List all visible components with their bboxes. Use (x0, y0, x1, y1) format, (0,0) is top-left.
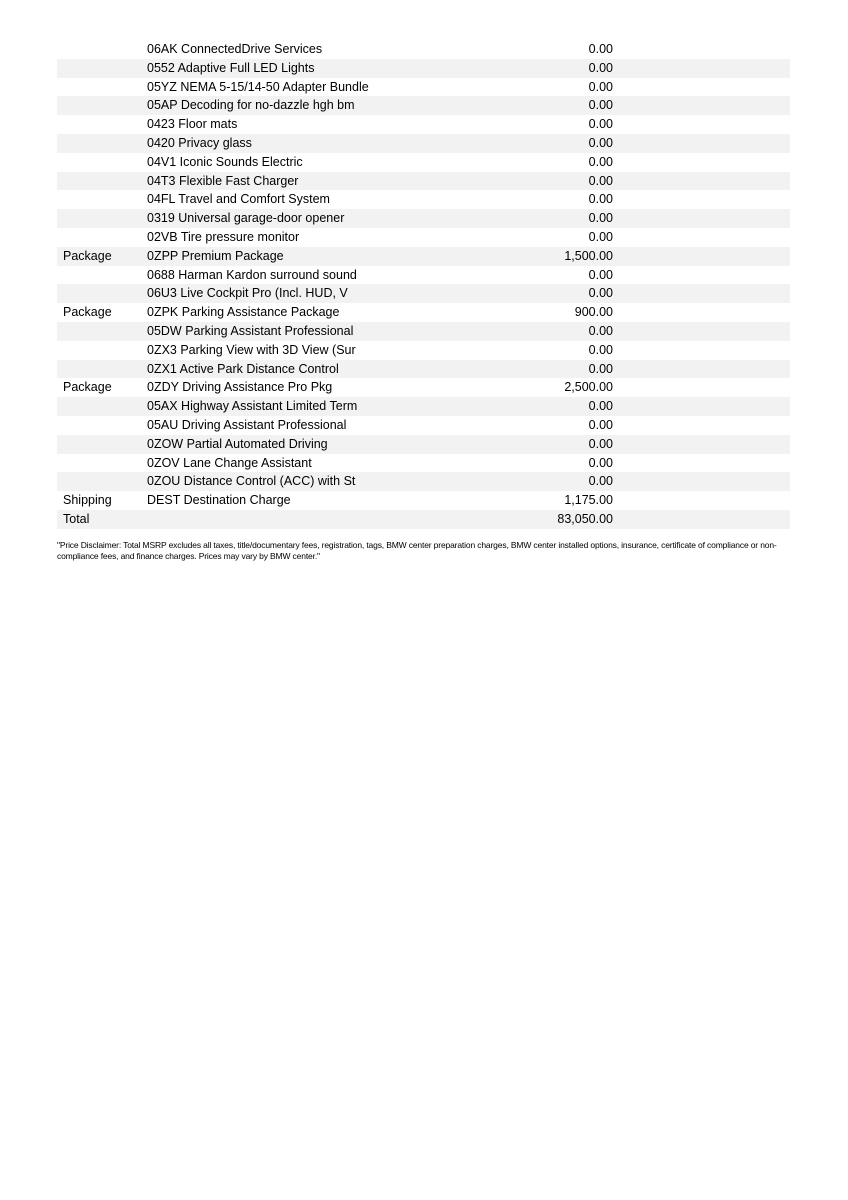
table-row (57, 397, 790, 416)
row-description: 0ZOW Partial Automated Driving (147, 436, 328, 451)
row-description: 05YZ NEMA 5-15/14-50 Adapter Bundle (147, 79, 369, 94)
row-price: 0.00 (588, 60, 613, 75)
table-row (57, 303, 790, 322)
row-price: 0.00 (588, 436, 613, 451)
table-row (57, 416, 790, 435)
table-row (57, 322, 790, 341)
row-category: Package (63, 380, 112, 395)
table-row (57, 454, 790, 473)
table-row (57, 228, 790, 247)
row-price: 0.00 (588, 79, 613, 94)
row-description: 0ZOV Lane Change Assistant (147, 455, 312, 470)
row-description: 05AU Driving Assistant Professional (147, 417, 347, 432)
table-row (57, 491, 790, 510)
row-description: 05DW Parking Assistant Professional (147, 323, 354, 338)
row-description: 0ZPP Premium Package (147, 248, 284, 263)
row-price: 0.00 (588, 361, 613, 376)
table-row (57, 266, 790, 285)
table-row (57, 341, 790, 360)
row-price: 0.00 (588, 135, 613, 150)
row-price: 2,500.00 (564, 380, 613, 395)
table-row (57, 378, 790, 397)
row-description: 0319 Universal garage-door opener (147, 211, 345, 226)
row-category: Package (63, 248, 112, 263)
row-price: 0.00 (588, 192, 613, 207)
row-description: 06U3 Live Cockpit Pro (Incl. HUD, V (147, 286, 348, 301)
row-description: 04FL Travel and Comfort System (147, 192, 330, 207)
row-category: Shipping (63, 493, 112, 508)
row-price: 0.00 (588, 267, 613, 282)
table-row (57, 59, 790, 78)
row-price: 0.00 (588, 417, 613, 432)
row-price: 0.00 (588, 455, 613, 470)
table-row (57, 96, 790, 115)
table-row (57, 247, 790, 266)
row-price: 0.00 (588, 211, 613, 226)
row-description: 02VB Tire pressure monitor (147, 229, 300, 244)
table-row (57, 510, 790, 529)
table-row (57, 360, 790, 379)
row-price: 900.00 (574, 305, 613, 320)
row-price: 1,500.00 (564, 248, 613, 263)
row-description: 0688 Harman Kardon surround sound (147, 267, 357, 282)
table-row (57, 78, 790, 97)
row-price: 0.00 (588, 117, 613, 132)
row-description: 0420 Privacy glass (147, 135, 252, 150)
table-row (57, 134, 790, 153)
row-price: 0.00 (588, 154, 613, 169)
row-description: 0ZPK Parking Assistance Package (147, 305, 340, 320)
row-description: 0ZOU Distance Control (ACC) with St (147, 474, 356, 489)
row-price: 83,050.00 (557, 511, 613, 526)
row-price: 0.00 (588, 229, 613, 244)
row-description: 0ZX3 Parking View with 3D View (Sur (147, 342, 356, 357)
row-price: 0.00 (588, 342, 613, 357)
table-row (57, 153, 790, 172)
row-description: 0ZX1 Active Park Distance Control (147, 361, 339, 376)
row-price: 0.00 (588, 323, 613, 338)
row-description: 06AK ConnectedDrive Services (147, 42, 323, 56)
table-row (57, 209, 790, 228)
table-row (57, 435, 790, 454)
price-disclaimer: "Price Disclaimer: Total MSRP excludes all taxes, title/documentary fees, registration, tags, BMW center preparation charges, BMW center installed options, insurance, certificate of compliance or non-compliance fees, and finance charges. Prices may vary by BMW center." (57, 540, 777, 562)
table-row (57, 172, 790, 191)
table-row (57, 472, 790, 491)
row-description: 05AX Highway Assistant Limited Term (147, 399, 358, 414)
row-price: 0.00 (588, 474, 613, 489)
row-category: Total (63, 511, 90, 526)
table-row (57, 115, 790, 134)
row-price: 0.00 (588, 286, 613, 301)
row-description: DEST Destination Charge (147, 493, 291, 508)
row-price: 0.00 (588, 399, 613, 414)
table-row (57, 190, 790, 209)
row-price: 0.00 (588, 42, 613, 56)
row-description: 04V1 Iconic Sounds Electric (147, 154, 303, 169)
row-category: Package (63, 305, 112, 320)
table-row (57, 284, 790, 303)
table-row (57, 40, 790, 59)
row-description: 0552 Adaptive Full LED Lights (147, 60, 315, 75)
row-description: 0423 Floor mats (147, 117, 238, 132)
pricing-table (57, 40, 790, 529)
row-price: 1,175.00 (564, 493, 613, 508)
row-description: 04T3 Flexible Fast Charger (147, 173, 299, 188)
row-description: 0ZDY Driving Assistance Pro Pkg (147, 380, 333, 395)
row-price: 0.00 (588, 173, 613, 188)
row-description: 05AP Decoding for no-dazzle hgh bm (147, 98, 355, 113)
row-price: 0.00 (588, 98, 613, 113)
